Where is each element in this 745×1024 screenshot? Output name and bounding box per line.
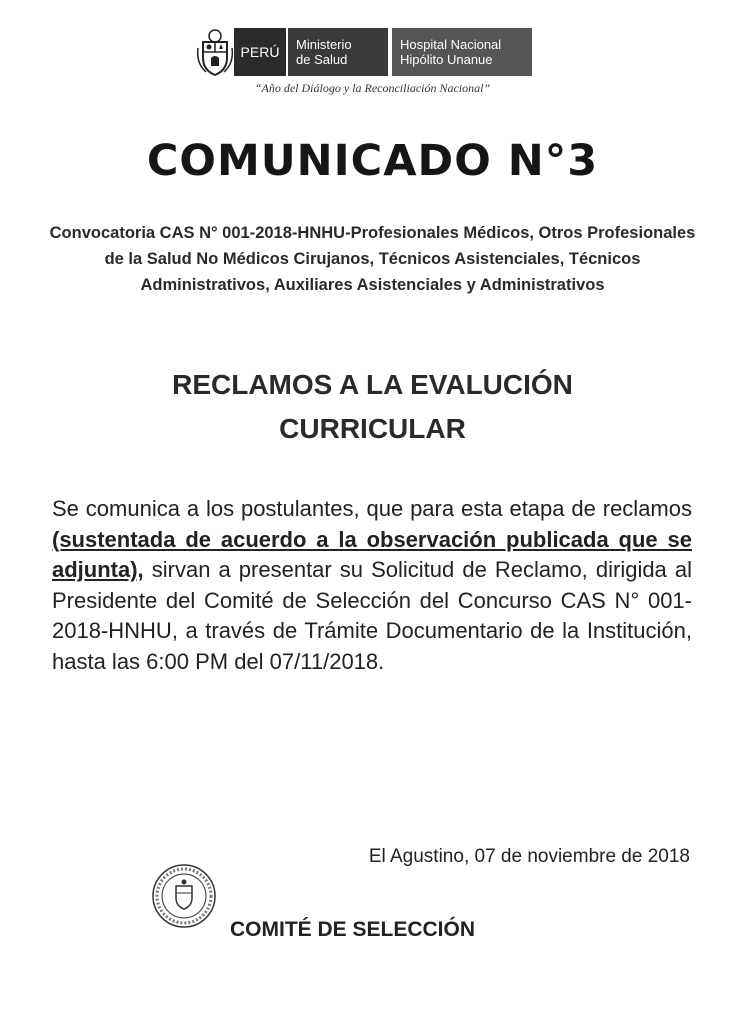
section-heading-line-2: CURRICULAR bbox=[279, 413, 466, 444]
section-heading bbox=[40, 363, 705, 451]
page-title: COMUNICADO N°3 bbox=[146, 136, 599, 186]
call-subtitle: Convocatoria CAS N° 001-2018-HNHU-Profesionales Médicos, Otros Profesionales de la Salud No Médicos Cirujanos, Técnicos Asistenciales, Técnicos Administrativos, Auxiliares Asistenciales y Administrativos bbox=[49, 224, 696, 294]
ministry-line-1: Ministerio bbox=[296, 37, 352, 52]
section-heading-line-1: RECLAMOS A LA EVALUCIÓN bbox=[172, 369, 573, 400]
body-emphasis: (sustentada de acuerdo a la observación publicada que se adjunta), bbox=[52, 526, 692, 582]
coat-of-arms-icon bbox=[196, 28, 234, 78]
announcement-body bbox=[52, 494, 692, 677]
hospital-line-2: Hipólito Unanue bbox=[400, 52, 493, 67]
hospital-badge bbox=[392, 28, 532, 76]
ministry-badge bbox=[288, 28, 388, 76]
year-motto: “Año del Diálogo y la Reconciliación Nacional” bbox=[254, 81, 491, 95]
hospital-line-1: Hospital Nacional bbox=[400, 37, 502, 52]
ministry-line-2: de Salud bbox=[296, 52, 348, 67]
place-date: El Agustino, 07 de noviembre de 2018 bbox=[368, 846, 690, 867]
signature-committee: COMITÉ DE SELECCIÓN bbox=[230, 918, 476, 941]
official-seal-icon bbox=[150, 862, 218, 930]
body-rest: sirvan a presentar su Solicitud de Reclamo, dirigida al Presidente del Comité de Selección del Concurso CAS N° 001-2018-HNHU, a través de Trámite Documentario de la Institución, hasta las 6:00 PM del 07/11/2018. bbox=[52, 557, 692, 674]
country-badge bbox=[234, 28, 286, 76]
country-label: PERÚ bbox=[240, 44, 280, 60]
institution-header bbox=[196, 28, 536, 78]
body-intro: Se comunica a los postulantes, que para esta etapa de reclamos bbox=[52, 496, 692, 521]
